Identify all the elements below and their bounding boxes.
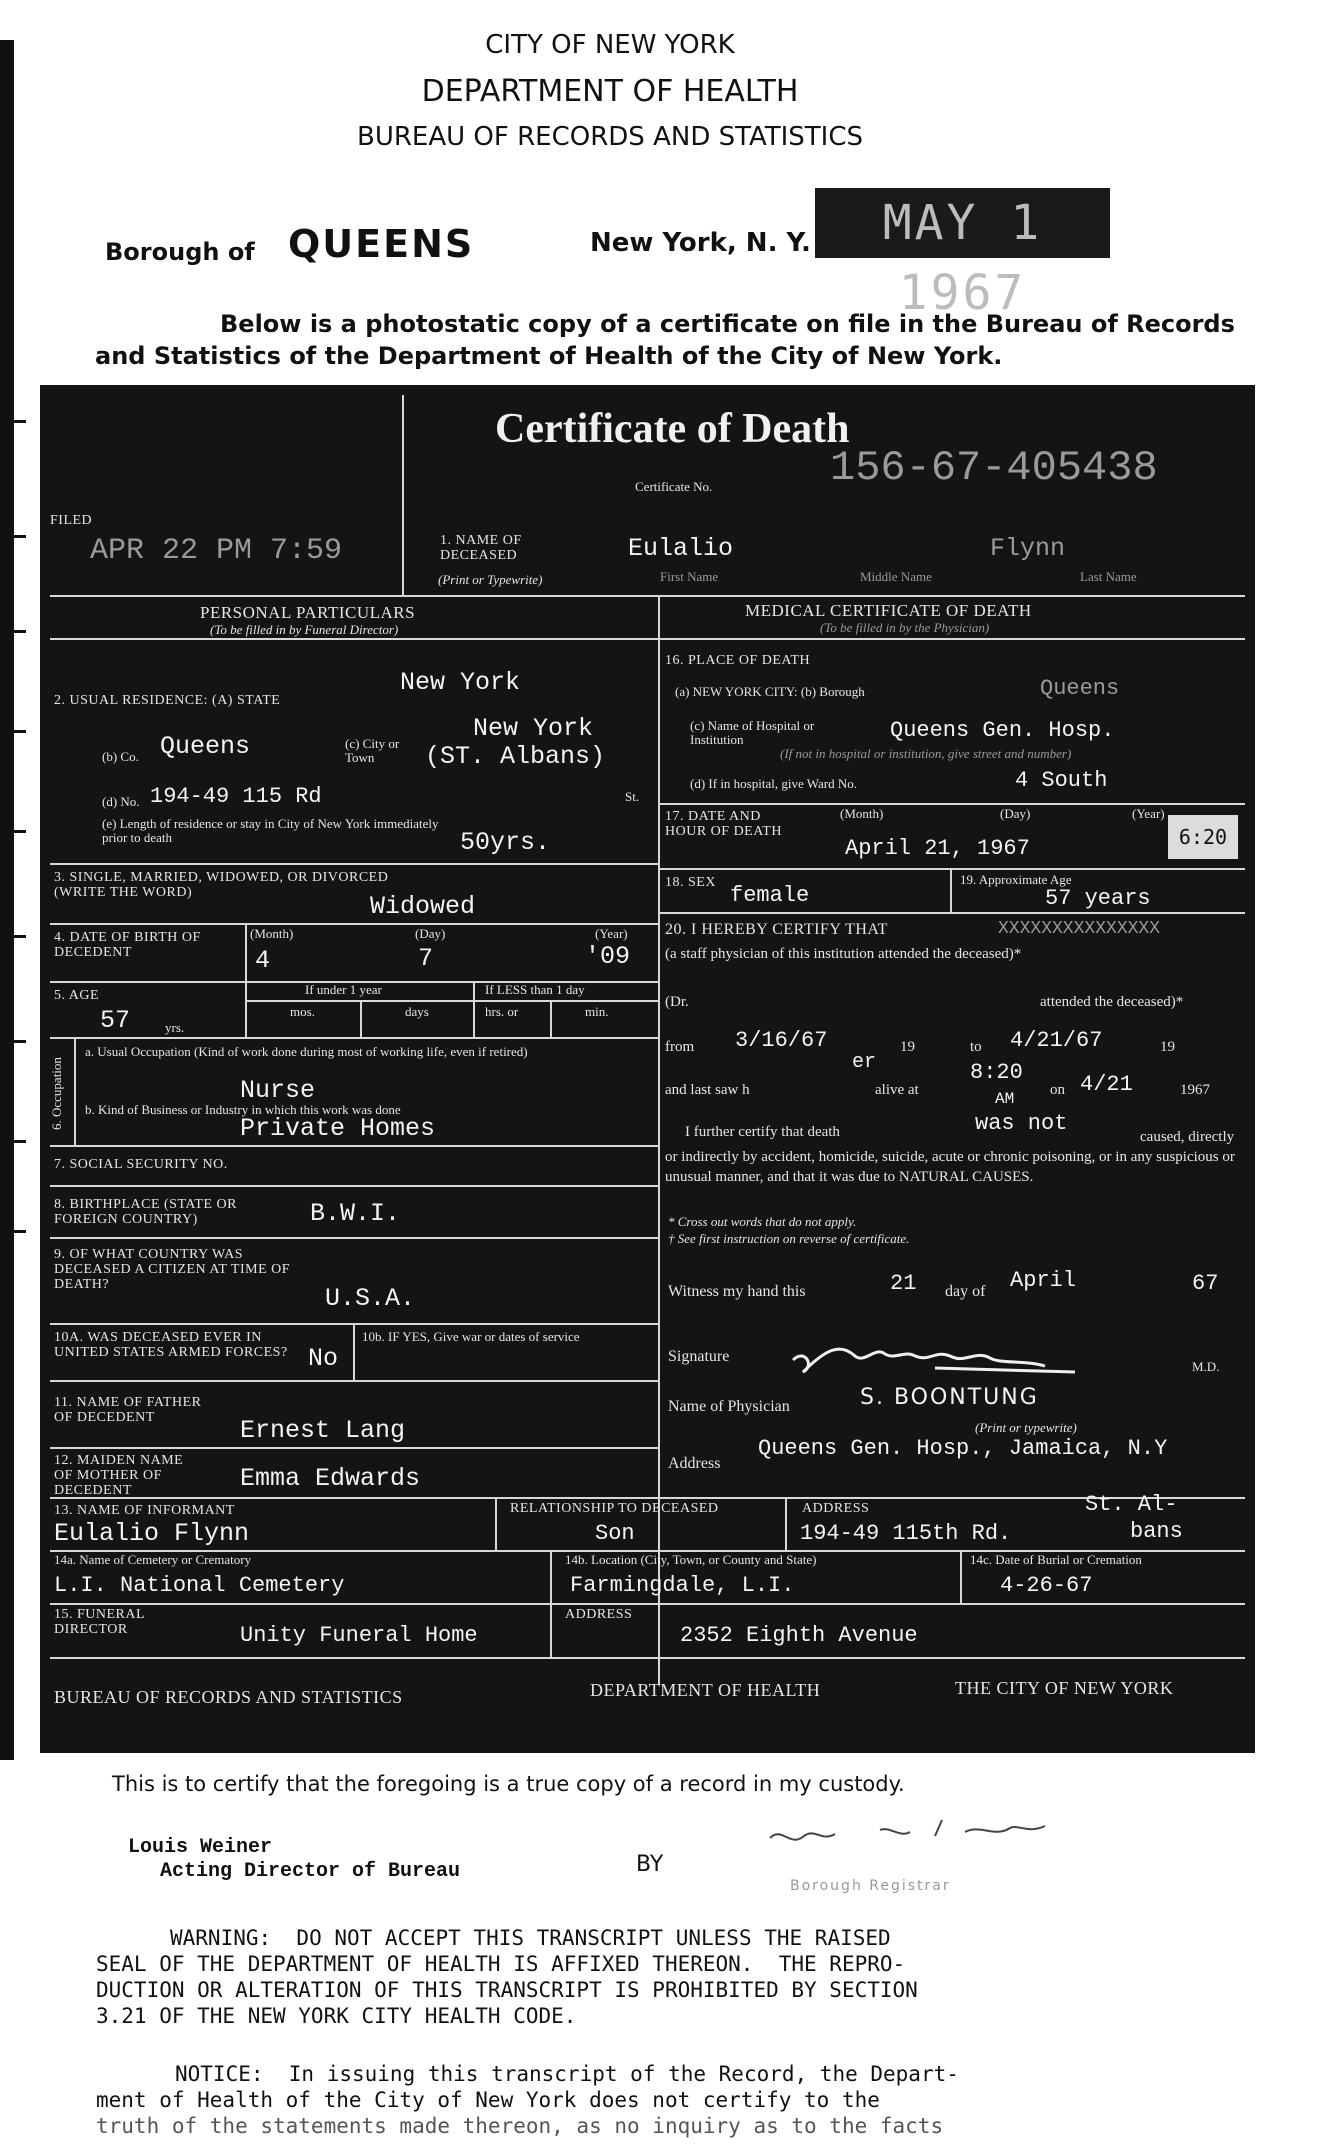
notice-line-3: truth of the statements made thereon, as no inquiry as to the facts — [96, 2114, 944, 2138]
dob-month-label: (Month) — [250, 926, 294, 941]
scan-mark — [0, 535, 26, 538]
ssn-label: 7. SOCIAL SECURITY NO. — [54, 1157, 228, 1172]
war-service-label: 10b. IF YES, Give war or dates of service — [362, 1329, 580, 1344]
from-year-label: 19 — [900, 1039, 915, 1055]
death-month-label: (Month) — [840, 806, 884, 821]
signature-label: Signature — [668, 1348, 730, 1365]
from-date: 3/16/67 — [735, 1028, 828, 1053]
cross-out-note: * Cross out words that do not apply. — [668, 1214, 857, 1229]
staff-physician-text: (a staff physician of this institution attended the deceased)* — [665, 946, 1022, 962]
certificate-no-label: Certificate No. — [635, 479, 713, 494]
city-title: CITY OF NEW YORK — [485, 30, 735, 60]
death-certificate — [40, 385, 1255, 1753]
cemetery-location: Farmingdale, L.I. — [570, 1573, 795, 1598]
county-label: (b) Co. — [102, 749, 139, 764]
filed-stamp: APR 22 PM 7:59 — [90, 534, 343, 568]
cemetery-label: 14a. Name of Cemetery or Crematory — [54, 1552, 252, 1567]
registrar-signature — [760, 1808, 1060, 1858]
witness-label: Witness my hand this — [668, 1283, 806, 1300]
armed-forces-value: No — [308, 1344, 339, 1373]
registrar-title: Borough Registrar — [790, 1878, 951, 1894]
warning-line-3: DUCTION OR ALTERATION OF THIS TRANSCRIPT IS PROHIBITED BY SECTION — [96, 1978, 918, 2002]
hospital-label: (c) Name of Hospital or Institution — [690, 718, 815, 747]
funeral-address-label: ADDRESS — [565, 1607, 633, 1622]
scan-mark — [0, 830, 26, 833]
age-unit: yrs. — [165, 1020, 185, 1035]
alive-at-label: alive at — [875, 1082, 919, 1098]
occupation-label: a. Usual Occupation (Kind of work done during most of working life, even if retired) — [85, 1044, 528, 1059]
ward-label: (d) If in hospital, give Ward No. — [690, 776, 857, 791]
certificate-title: Certificate of Death — [495, 406, 850, 452]
cert-footer-city: THE CITY OF NEW YORK — [955, 1678, 1174, 1698]
scan-mark — [0, 1040, 26, 1043]
citizen-label: 9. OF WHAT COUNTRY WAS DECEASED A CITIZEN AT TIME OF DEATH? — [54, 1247, 291, 1292]
to-date: 4/21/67 — [1010, 1028, 1103, 1053]
hours-label: hrs. or — [485, 1004, 519, 1019]
certify-strikeout: XXXXXXXXXXXXXXX — [998, 919, 1161, 939]
last-saw-label: and last saw h — [665, 1082, 750, 1098]
date-stamp: MAY 1 1967 — [882, 195, 1043, 321]
approx-age-value: 57 years — [1045, 886, 1151, 911]
sex-value: female — [730, 883, 810, 908]
on-label: on — [1050, 1082, 1065, 1098]
armed-forces-label: 10A. WAS DECEASED EVER IN UNITED STATES ARMED FORCES? — [54, 1330, 288, 1360]
middle-name-label: Middle Name — [860, 569, 932, 584]
dob-month: 4 — [255, 946, 271, 975]
relationship-label: RELATIONSHIP TO DECEASED — [510, 1501, 719, 1516]
citizen-value: U.S.A. — [325, 1284, 416, 1313]
informant-address-suburb-end: bans — [1130, 1519, 1183, 1544]
physician-signature — [785, 1320, 1085, 1380]
name-sub-label: (Print or Typewrite) — [438, 572, 543, 587]
md-label: M.D. — [1192, 1359, 1220, 1374]
father-label: 11. NAME OF FATHER OF DECEDENT — [54, 1395, 202, 1425]
death-time-box — [1168, 815, 1238, 859]
personal-particulars-title: PERSONAL PARTICULARS — [200, 603, 416, 622]
certify-label: 20. I HEREBY CERTIFY THAT — [665, 921, 888, 938]
dob-day: 7 — [418, 944, 434, 973]
dr-label: (Dr. — [665, 994, 689, 1010]
scan-mark — [0, 630, 26, 633]
residence-county: Queens — [160, 732, 251, 761]
warning-line-2: SEAL OF THE DEPARTMENT OF HEALTH IS AFFIXED THEREON. THE REPRO- — [96, 1952, 906, 1976]
witness-day: 21 — [890, 1271, 917, 1296]
alive-am: AM — [995, 1090, 1015, 1108]
attended-text: attended the deceased)* — [1040, 994, 1184, 1010]
physician-name-label: Name of Physician — [668, 1398, 790, 1415]
ward-value: 4 South — [1015, 768, 1108, 793]
was-not-value: was not — [975, 1111, 1068, 1136]
warning-line-4: 3.21 OF THE NEW YORK CITY HEALTH CODE. — [96, 2004, 577, 2028]
physician-address: Queens Gen. Hosp., Jamaica, N.Y — [758, 1436, 1168, 1461]
street-label: (d) No. — [102, 794, 140, 809]
place-of-death-label: 16. PLACE OF DEATH — [665, 653, 811, 668]
hospital-note: (If not in hospital or institution, give street and number) — [780, 746, 1072, 761]
instruction-note: † See first instruction on reverse of certificate. — [668, 1231, 910, 1246]
street-suffix-label: St. — [625, 789, 640, 804]
further-certify-label: I further certify that death — [685, 1124, 840, 1140]
father-name: Ernest Lang — [240, 1416, 406, 1445]
death-borough: Queens — [1040, 676, 1120, 701]
burial-date: 4-26-67 — [1000, 1573, 1093, 1598]
age-label: 5. AGE — [54, 988, 99, 1003]
cemetery-location-label: 14b. Location (City, Town, or County and State) — [565, 1552, 817, 1567]
on-date: 4/21 — [1080, 1072, 1133, 1097]
notice-line-1: NOTICE: In issuing this transcript of the Record, the Depart- — [175, 2062, 959, 2086]
physician-name: S. BOONTUNG — [860, 1385, 1039, 1410]
funeral-director-name: Unity Funeral Home — [240, 1623, 478, 1648]
scan-mark — [0, 1140, 26, 1143]
scan-mark — [0, 730, 26, 733]
director-name: Louis Weiner — [128, 1836, 273, 1859]
medical-certificate-sub: (To be filled in by the Physician) — [820, 620, 990, 635]
print-typewrite-label: (Print or typewrite) — [975, 1420, 1077, 1435]
last-saw-her: er — [852, 1051, 877, 1074]
death-day-label: (Day) — [1000, 806, 1031, 821]
residence-city: New York — [473, 714, 594, 743]
cemetery-name: L.I. National Cemetery — [54, 1573, 345, 1598]
relationship-value: Son — [595, 1521, 635, 1546]
witness-year: 67 — [1192, 1271, 1219, 1296]
death-date: April 21, 1967 — [845, 836, 1030, 861]
approx-age-label: 19. Approximate Age — [960, 872, 1072, 887]
residence-state: New York — [400, 668, 521, 697]
last-name-label: Last Name — [1080, 569, 1137, 584]
first-name-label: First Name — [660, 569, 719, 584]
sex-label: 18. SEX — [665, 875, 716, 890]
funeral-director-label: 15. FUNERAL DIRECTOR — [54, 1607, 145, 1637]
first-name-value: Eulalio — [628, 534, 734, 563]
to-year-label: 19 — [1160, 1039, 1175, 1055]
intro-line-1: Below is a photostatic copy of a certificate on file in the Bureau of Records — [220, 310, 1235, 338]
death-year-label: (Year) — [1132, 806, 1165, 821]
mother-label: 12. MAIDEN NAME OF MOTHER OF DECEDENT — [54, 1453, 184, 1498]
minutes-label: min. — [585, 1004, 609, 1019]
warning-line-1: WARNING: DO NOT ACCEPT THIS TRANSCRIPT UNLESS THE RAISED — [170, 1926, 891, 1950]
witness-month: April — [1010, 1268, 1077, 1293]
informant-address: 194-49 115th Rd. — [800, 1521, 1012, 1546]
dob-year: '09 — [585, 942, 631, 971]
days-label: days — [405, 1004, 429, 1019]
hospital-name: Queens Gen. Hosp. — [890, 718, 1115, 743]
bureau-title: BUREAU OF RECORDS AND STATISTICS — [356, 122, 863, 152]
length-residence-label: (e) Length of residence or stay in City of New York immediately prior to death — [102, 816, 439, 845]
mother-name: Emma Edwards — [240, 1464, 421, 1493]
death-date-label: 17. DATE AND HOUR OF DEATH — [665, 809, 782, 839]
informant-address-label: ADDRESS — [802, 1501, 870, 1516]
residence-street: 194-49 115 Rd — [150, 784, 322, 809]
on-year: 1967 — [1180, 1082, 1210, 1098]
residence-label: 2. USUAL RESIDENCE: (A) STATE — [54, 693, 281, 708]
location-text: New York, N. Y. — [590, 228, 811, 258]
scan-mark — [0, 420, 26, 423]
director-title: Acting Director of Bureau — [160, 1860, 461, 1883]
to-label: to — [970, 1039, 982, 1055]
intro-line-2: and Statistics of the Department of Health of the City of New York. — [95, 342, 1003, 370]
occupation-side-label: 6. Occupation — [49, 1057, 64, 1130]
department-title: DEPARTMENT OF HEALTH — [421, 74, 799, 109]
informant-address-suburb: St. Al- — [1085, 1492, 1178, 1517]
alive-time: 8:20 — [970, 1060, 1023, 1085]
borough-label: Borough of — [105, 238, 255, 266]
scan-mark — [0, 935, 26, 938]
cert-footer-department: DEPARTMENT OF HEALTH — [590, 1680, 821, 1700]
town-label: (c) City or Town — [345, 736, 400, 765]
cert-footer-bureau: BUREAU OF RECORDS AND STATISTICS — [54, 1687, 403, 1707]
physician-address-label: Address — [668, 1455, 721, 1472]
certificate-number: 156-67-405438 — [830, 444, 1158, 492]
under-year-label: If under 1 year — [305, 982, 382, 997]
date-stamp-box — [815, 188, 1110, 321]
further-certify-text: caused, directly or indirectly by accident, homicide, suicide, acute or chronic poisoning, or in any suspicious or unusual manner, and that it was due to NATURAL CAUSES. — [665, 1129, 1235, 1185]
scan-edge — [0, 40, 14, 1760]
business-label: b. Kind of Business or Industry in which this work was done — [85, 1102, 401, 1117]
borough-name: QUEENS — [288, 222, 475, 266]
less-day-label: If LESS than 1 day — [485, 982, 585, 997]
last-name-value: Flynn — [990, 534, 1066, 563]
day-of-label: day of — [945, 1283, 986, 1300]
true-copy-statement: This is to certify that the foregoing is a true copy of a record in my custody. — [112, 1772, 905, 1796]
informant-name: Eulalio Flynn — [54, 1519, 250, 1548]
medical-certificate-title: MEDICAL CERTIFICATE OF DEATH — [745, 601, 1032, 620]
burial-date-label: 14c. Date of Burial or Cremation — [970, 1552, 1142, 1567]
length-residence-value: 50yrs. — [460, 828, 551, 857]
name-label: 1. NAME OF DECEASED — [440, 533, 522, 563]
birthplace-label: 8. BIRTHPLACE (STATE OR FOREIGN COUNTRY) — [54, 1197, 237, 1227]
death-time: 6:20 — [1178, 825, 1228, 849]
informant-label: 13. NAME OF INFORMANT — [54, 1503, 235, 1518]
birthplace-value: B.W.I. — [310, 1199, 401, 1228]
by-label: BY — [636, 1852, 664, 1877]
marital-status: Widowed — [370, 892, 476, 921]
dob-year-label: (Year) — [595, 926, 628, 941]
months-label: mos. — [290, 1004, 315, 1019]
residence-town: (ST. Albans) — [425, 742, 606, 771]
personal-particulars-sub: (To be filled in by Funeral Director) — [210, 622, 399, 637]
business-value: Private Homes — [240, 1114, 436, 1143]
age-value: 57 — [100, 1006, 131, 1035]
filed-label: FILED — [50, 513, 93, 528]
marital-label: 3. SINGLE, MARRIED, WIDOWED, OR DIVORCED (WRITE THE WORD) — [54, 870, 389, 900]
occupation-value: Nurse — [240, 1076, 316, 1105]
dob-label: 4. DATE OF BIRTH OF DECEDENT — [54, 930, 201, 960]
from-label: from — [665, 1039, 695, 1055]
scan-mark — [0, 1230, 26, 1233]
dob-day-label: (Day) — [415, 926, 446, 941]
notice-line-2: ment of Health of the City of New York does not certify to the — [96, 2088, 880, 2112]
nyc-borough-label: (a) NEW YORK CITY: (b) Borough — [675, 684, 865, 699]
funeral-address: 2352 Eighth Avenue — [680, 1623, 918, 1648]
